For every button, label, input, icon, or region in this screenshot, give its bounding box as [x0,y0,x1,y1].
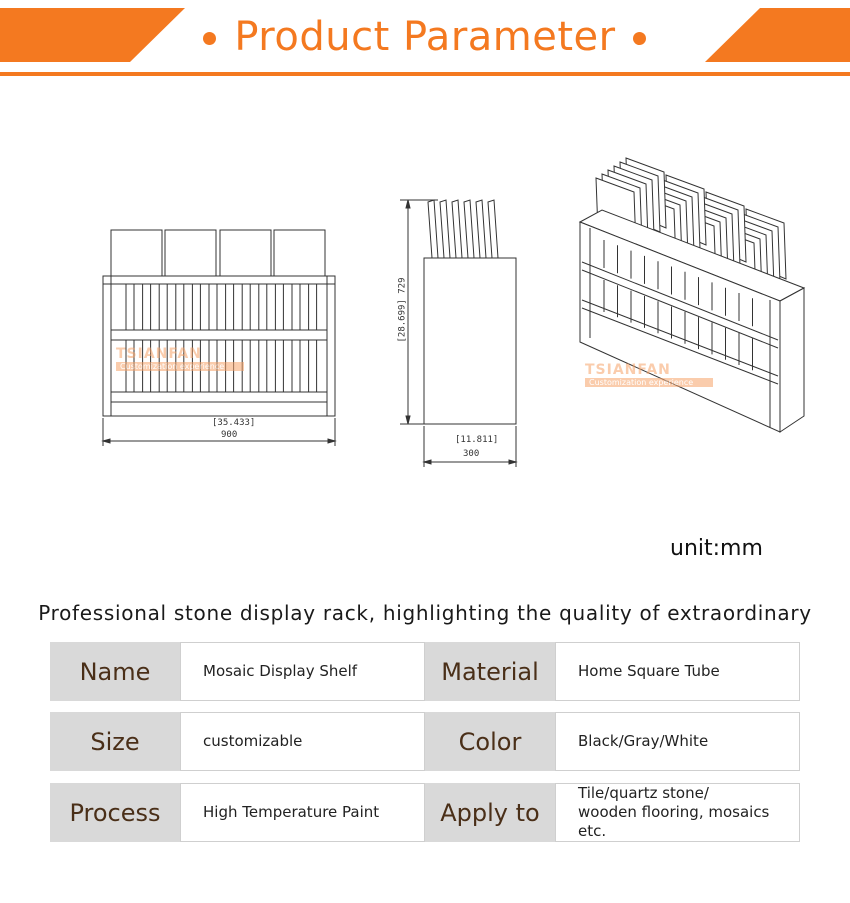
slogan-text: Professional stone display rack, highlighting the quality of extraordinary [38,601,812,625]
page-title: Product Parameter [234,14,616,60]
side-view-drawing [397,200,516,467]
param-key: Apply to [425,783,555,842]
param-row [50,712,800,771]
side-depth-mm-label: 300 [463,449,480,459]
param-key: Size [50,712,180,771]
param-value: High Temperature Paint [180,783,425,842]
watermark-slogan: Customization experience [585,378,713,387]
param-row [50,783,800,842]
param-key: Process [50,783,180,842]
param-value: Home Square Tube [555,642,800,701]
isometric-view-drawing [580,158,804,432]
technical-drawings [0,130,850,480]
watermark-slogan: Customization experience [116,362,244,371]
param-value: Black/Gray/White [555,712,800,771]
side-tile [488,200,498,258]
param-key: Material [425,642,555,701]
side-tile [428,200,438,258]
side-tile-group [428,200,498,258]
unit-label: unit:mm [670,536,763,561]
side-tile [464,200,474,258]
param-value: customizable [180,712,425,771]
bullet-dot-right [633,32,646,45]
front-width-mm-label: 900 [221,430,238,440]
watermark-brand: TSIANFAN [585,362,671,378]
param-key: Color [425,712,555,771]
side-tile [452,200,462,258]
param-row [50,642,800,701]
param-value: Tile/quartz stone/ wooden flooring, mosaics etc. [555,783,800,842]
side-height-inch-label: [28.699] [397,299,408,343]
header-banner [0,0,850,80]
side-tile [440,200,450,258]
watermark-front [116,346,244,371]
side-depth-inch-label: [11.811] [455,435,499,445]
side-height-label [398,277,408,342]
side-height-mm-label: 729 [397,277,408,294]
front-width-inch-label: [35.433] [212,418,256,428]
watermark-brand: TSIANFAN [116,346,202,362]
front-view-drawing [103,230,335,416]
param-value: Mosaic Display Shelf [180,642,425,701]
watermark-iso [585,362,713,387]
side-tile [476,200,486,258]
param-key: Name [50,642,180,701]
